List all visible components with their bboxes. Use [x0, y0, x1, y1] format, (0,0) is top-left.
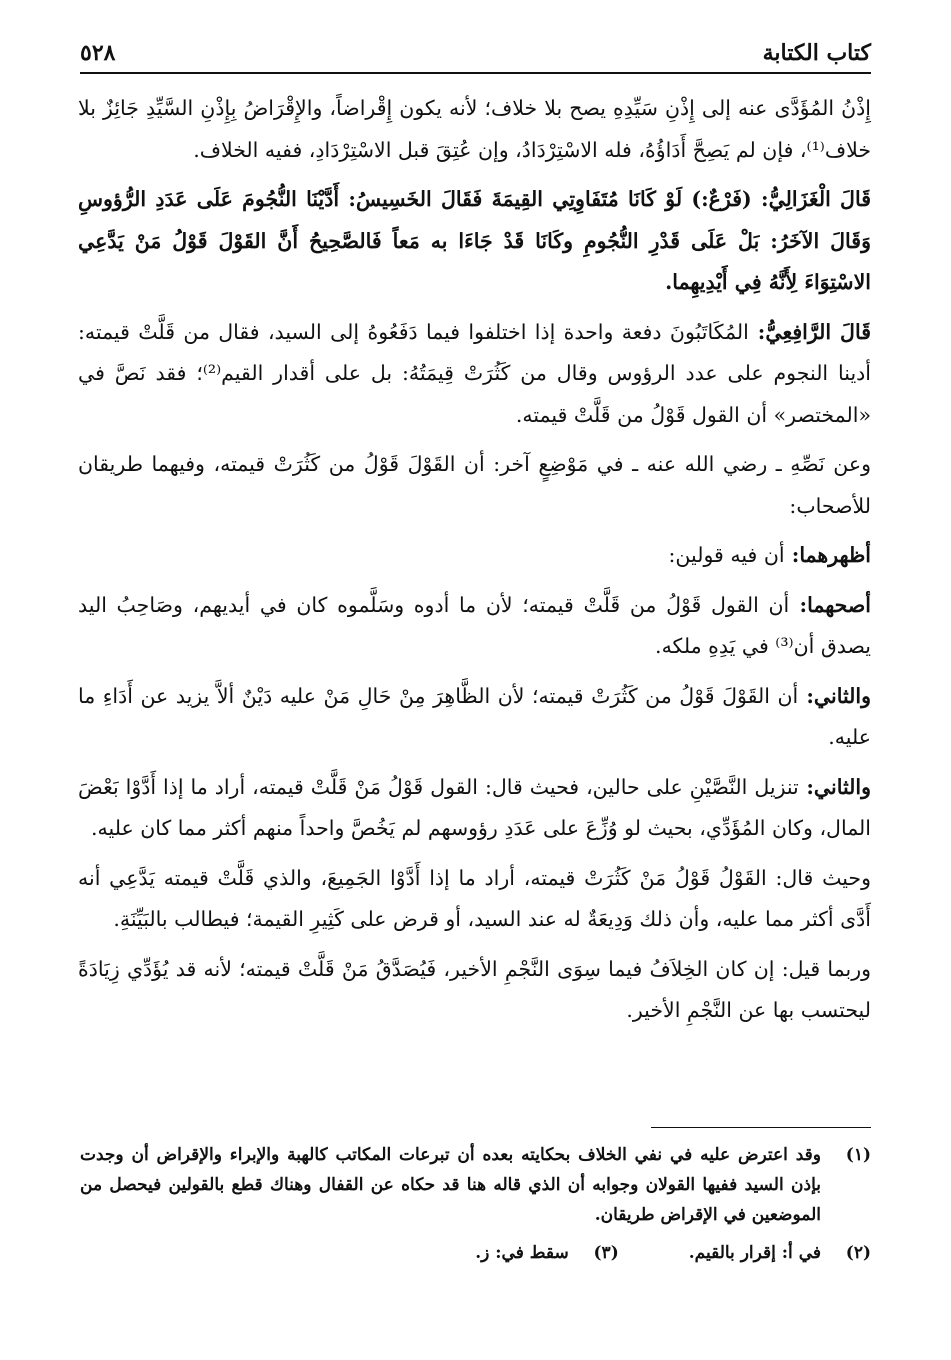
- paragraph: [78, 858, 871, 941]
- page-number: ٥٢٨: [80, 40, 116, 66]
- book-title: كتاب الكتابة: [762, 40, 871, 66]
- paragraph: [78, 949, 871, 1032]
- paragraph: [78, 535, 871, 577]
- paragraph-lead: والثاني:: [798, 774, 871, 799]
- paragraph-lead: قَالَ الْغَزَالِيُّ: (فَرْعٌ:): [682, 187, 871, 211]
- paragraph: [78, 88, 871, 171]
- paragraph-lead: والثاني:: [798, 683, 871, 708]
- footnote-number: (١): [845, 1145, 871, 1165]
- paragraph: [78, 676, 871, 759]
- paragraph-lead: أظهرهما:: [784, 543, 871, 567]
- main-text: [78, 88, 871, 1040]
- paragraph-text: أن القَوْلَ قَوْلُ من كَثُرَتْ قيمته؛ لأن الظَّاهِرَ مِنْ حَالِ مَنْ عليه دَيْنٌ ألاَّ يزيد عن أَدَاءِ ما عليه.: [78, 683, 871, 749]
- paragraph-rafii: [78, 312, 871, 437]
- footnote-divider: [651, 1127, 871, 1128]
- paragraph: [78, 767, 871, 850]
- footnote-text: في أ: إقرار بالقيم.: [688, 1243, 821, 1263]
- paragraph-text: وربما قيل: إن كان الخِلاَفُ فيما سِوَى النَّجْمِ الأخير، فَيُصَدَّقُ مَنْ قَلَّتْ قيمته؛ لأنه قد يُؤَدِّي زِيَادَةً ليحتسب بها عن النَّجْمِ الأخير.: [78, 956, 871, 1022]
- paragraph-lead: أصحهما:: [789, 592, 871, 617]
- footnotes: [80, 1140, 871, 1268]
- footnote-number: (٢): [845, 1243, 871, 1263]
- paragraph-text: أن فيه قولين:: [668, 543, 785, 567]
- paragraph: [78, 444, 871, 527]
- paragraph-text: لَوْ كَانَا مُتَفَاوِتِي القِيمَةَ فَقَالَ الخَسِيسُ: أَدَّيْنَا النُّجُومَ عَلَى عَدَدِ الرُّؤوسِ وَقَالَ الآخَرُ: بَلْ عَلَى قَدْرِ النُّجُومِ وكَانَا قَدْ جَاءَا به مَعاً فَالصَّحِيحُ أَنَّ القَوْلَ قَوْلُ مَنْ يَدَّعِي الاسْتِوَاءَ لِأَنَّهُ فِي أَيْدِيهِما.: [78, 187, 871, 294]
- paragraph-ghazali: [78, 179, 871, 304]
- paragraph-text: وعن نَصِّهِ ـ رضي الله عنه ـ في مَوْضِعٍ آخر: أن القَوْلَ قَوْلُ من كَثُرَتْ قيمته، وفيهما طريقان للأصحاب:: [78, 452, 871, 518]
- page-header: [80, 34, 871, 74]
- paragraph-text: إِذْنُ المُؤَدَّى عنه إلى إِذْنِ سَيِّدِهِ يصح بلا خلاف؛ لأنه يكون إِقْراضاً، والإِقْرَاضُ بِإِذْنِ السَّيِّدِ جَائِزٌ بلا خلاف⁽¹⁾، فإن لم يَصِحَّ أَدَاؤُهُ، فله الاسْتِرْدَادُ، وإن عُتِقَ قبل الاسْتِرْدَادِ، ففيه الخلاف.: [78, 96, 871, 162]
- paragraph-lead: قَالَ الرَّافِعِيُّ:: [748, 319, 871, 344]
- paragraph-text: أن القول قَوْلُ من قَلَّتْ قيمته؛ لأن ما أدوه وسَلَّموه كان في أيديهم، وصَاحِبُ اليد يصدق أن⁽³⁾ في يَدِهِ ملكه.: [78, 592, 871, 658]
- footnote-row: [80, 1238, 871, 1268]
- footnote: [80, 1140, 871, 1230]
- footnote-number: (٣): [593, 1243, 619, 1263]
- paragraph-text: المُكَاتَبُونَ دفعة واحدة إذا اختلفوا فيما دَفَعُوهُ إلى السيد، فقال من قَلَّتْ قيمته: أدينا النجوم على عدد الرؤوس وقال من كَثُرَتْ قِيمَتُهُ: بل على أقدار القيم⁽²⁾؛ فقد نَصَّ في «المختصر» أن القول قَوْلُ من قَلَّتْ قيمته.: [78, 319, 871, 427]
- paragraph-text: تنزيل النَّصَّيْنِ على حالين، فحيث قال: القول قَوْلُ مَنْ قَلَّتْ قيمته، أراد ما إذا أَدَّوْا بَعْضَ المال، وكان المُؤَدِّي، بحيث لو وُزِّعَ على عَدَدِ رؤوسهم لم يَخُصَّ واحداً منهم أكثر مما كان عليه.: [78, 774, 871, 840]
- footnote-text: سقط في: ز.: [475, 1243, 569, 1263]
- footnote-text: وقد اعترض عليه في نفي الخلاف بحكايته بعده أن تبرعات المكاتب كالهبة والإبراء والإقراض أن وجدت بإذن السيد ففيها القولان وجوابه أن الذي قاله هنا قد حكاه عن القفال وهناك قطع بالقولين فيحصل من الموضعين في الإقراض طريقان.: [80, 1145, 821, 1225]
- paragraph: [78, 585, 871, 668]
- paragraph-text: وحيث قال: القَوْلُ قَوْلُ مَنْ كَثُرَتْ قيمته، أراد ما إذا أَدَّوْا الجَمِيعَ، والذي قَلَّتْ قيمته يَدَّعِي أنه أَدَّى أكثر مما عليه، وأن ذلك وَدِيعَةٌ له عند السيد، أو قرض على كَثِيرِ القيمة؛ فيطالب بالبَيِّنَةِ.: [78, 865, 871, 931]
